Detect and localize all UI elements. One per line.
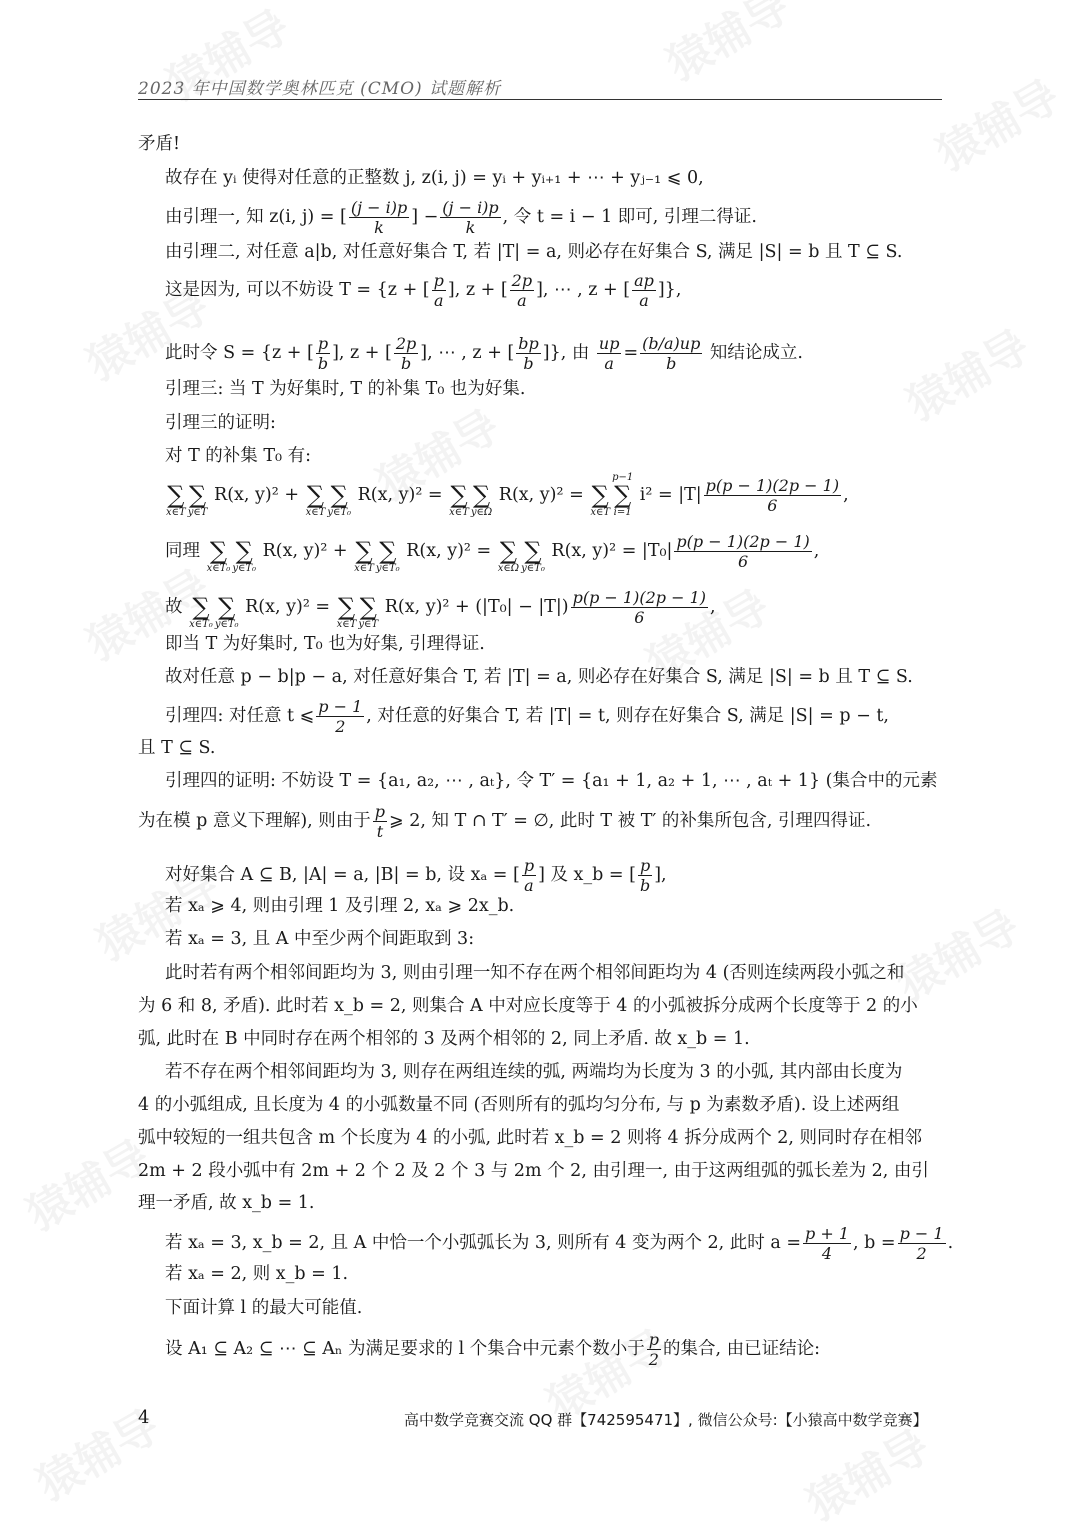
sum-index: y∈Ω: [470, 507, 493, 518]
denominator: a: [524, 876, 534, 895]
page-number: 4: [138, 1407, 150, 1428]
denominator: b: [523, 354, 534, 373]
text-line: 弧, 此时在 B 中同时存在两个相邻的 3 及两个相邻的 2, 同上矛盾. 故 x_b = 1.: [138, 1029, 750, 1049]
sum-symbol: p−1 ∑ i=1: [612, 472, 634, 518]
numerator: p + 1: [805, 1224, 849, 1243]
fraction: [510, 271, 534, 310]
sum-symbol: ∑ x∈T: [166, 481, 186, 518]
fraction: [432, 271, 446, 310]
sum-symbol: ∑ x∈T: [354, 537, 374, 574]
numerator: p: [639, 856, 651, 875]
fraction: [597, 334, 622, 373]
text-segment: ,: [843, 485, 849, 505]
fraction: [632, 271, 656, 310]
fraction: [647, 1330, 661, 1369]
sum-symbol: ∑ x∈T: [590, 481, 611, 518]
text-segment: , 对任意的好集合 T, 若 |T| = t, 则存在好集合 S, 满足 |S| = p − t,: [366, 706, 889, 726]
text-segment: R(x, y)² =: [406, 541, 492, 561]
sum-symbol: ∑ y∈T₀: [232, 537, 257, 574]
fraction: [522, 856, 536, 895]
sum-index: y∈T₀: [521, 563, 545, 574]
text-line: 故存在 yᵢ 使得对任意的正整数 j, z(i, j) = yᵢ + yᵢ₊₁ + ⋯ + yⱼ₋₁ ⩽ 0,: [165, 168, 704, 188]
watermark: [923, 61, 1069, 182]
denominator: b: [317, 354, 329, 373]
denominator: 6: [738, 552, 749, 571]
denominator: b: [400, 354, 412, 373]
watermark: [893, 311, 1039, 432]
text-segment: 设 A₁ ⊆ A₂ ⊆ ⋯ ⊆ Aₙ 为满足要求的 l 个集合中元素个数小于: [165, 1339, 645, 1359]
formula-line: [165, 697, 889, 736]
sum-index: y∈T₀: [232, 563, 257, 574]
numerator: up: [598, 334, 620, 353]
text-segment: 故: [165, 597, 183, 617]
text-line: 2m + 2 段小弧中有 2m + 2 个 2 及 2 个 3 与 2m 个 2, 由引理一, 由于这两组弧的弧长差为 2, 由引: [138, 1161, 929, 1181]
text-line: 理一矛盾, 故 x_b = 1.: [138, 1193, 315, 1213]
denominator: k: [465, 218, 476, 237]
text-segment: .: [947, 1233, 954, 1253]
numerator: p(p − 1)(2p − 1): [572, 588, 706, 607]
text-segment: =: [623, 343, 639, 363]
sum-symbol: ∑ x∈T₀: [206, 537, 231, 574]
sum-symbol: ∑ y∈T₀: [521, 537, 545, 574]
text-line: 下面计算 l 的最大可能值.: [165, 1298, 363, 1318]
text-line: 若 xₐ = 2, 则 x_b = 1.: [165, 1264, 349, 1284]
sum-index: y∈T₀: [375, 563, 400, 574]
sum-index: x∈T: [305, 507, 326, 518]
formula-line: [165, 271, 681, 310]
sum-symbol: ∑ y∈T₀: [214, 593, 239, 630]
fraction: [898, 1224, 946, 1263]
numerator: p: [433, 271, 444, 290]
numerator: 2p: [511, 271, 533, 290]
sum-symbol: ∑ y∈Ω: [470, 481, 493, 518]
text-segment: i² = |T|: [639, 485, 702, 505]
fraction: [440, 198, 500, 237]
text-line: 引理三的证明:: [165, 413, 276, 433]
text-segment: R(x, y)² =: [245, 597, 331, 617]
sum-symbol: ∑ x∈T: [336, 593, 357, 630]
text-line: 引理四的证明: 不妨设 T = {a₁, a₂, ⋯ , aₜ}, 令 T′ = {a₁ + 1, a₂ + 1, ⋯ , aₜ + 1} (集合中的元素: [165, 771, 938, 791]
text-line: 矛盾!: [138, 134, 181, 154]
sum-index: x∈T₀: [206, 563, 231, 574]
fraction: [638, 856, 652, 895]
sum-symbol: ∑ y∈T₀: [375, 537, 400, 574]
fraction: [316, 697, 364, 736]
sum-index: i=1: [613, 507, 632, 518]
footer-text: 高中数学竞赛交流 QQ 群【742595471】, 微信公众号:【小猿高中数学竞赛】: [404, 1411, 928, 1429]
text-line: 为 6 和 8, 矛盾). 此时若 x_b = 2, 则集合 A 中对应长度等于 4 的小弧被拆分成两个长度等于 2 的小: [138, 996, 918, 1016]
formula-line: [138, 802, 871, 841]
formula-line: [165, 1330, 820, 1369]
sum-symbol: ∑ y∈T₀: [327, 481, 352, 518]
denominator: b: [666, 354, 677, 373]
denominator: 2: [648, 1350, 659, 1369]
denominator: 2: [335, 717, 346, 736]
header-rule: [138, 99, 942, 100]
formula-line: [165, 856, 667, 895]
header-title: 2023 年中国数学奥林匹克 (CMO) 试题解析: [138, 79, 502, 99]
numerator: ap: [634, 271, 654, 290]
numerator: p: [374, 802, 386, 821]
sum-index: y∈T₀: [327, 507, 352, 518]
numerator: (j − i)p: [442, 198, 499, 217]
formula-line: [165, 472, 849, 519]
text-segment: R(x, y)² +: [262, 541, 348, 561]
text-line: 若 xₐ ⩾ 4, 则由引理 1 及引理 2, xₐ ⩾ 2x_b.: [165, 896, 515, 916]
watermark: [653, 0, 799, 93]
sum-symbol: ∑ x∈T₀: [189, 593, 213, 630]
text-segment: , b =: [853, 1233, 896, 1253]
sum-index: x∈Ω: [497, 563, 520, 574]
numerator: (b/a)up: [642, 334, 701, 353]
numerator: p: [648, 1330, 659, 1349]
text-segment: R(x, y)² =: [357, 485, 443, 505]
text-segment: R(x, y)² = |T₀|: [551, 541, 673, 561]
sum-index: x∈T: [449, 507, 469, 518]
fraction: [394, 334, 418, 373]
sum-index: x∈T₀: [189, 619, 213, 630]
text-segment: ], z + [: [447, 280, 508, 300]
fraction: [373, 802, 387, 841]
text-segment: , 令 t = i − 1 即可, 引理二得证.: [502, 207, 757, 227]
sum-symbol: ∑ x∈T: [449, 481, 469, 518]
denominator: 2: [916, 1244, 927, 1263]
text-segment: ]}, 由: [542, 343, 590, 363]
fraction: [640, 334, 702, 373]
text-segment: R(x, y)² + (|T₀| − |T|): [384, 597, 569, 617]
fraction: [316, 334, 330, 373]
text-segment: 同理: [165, 541, 200, 561]
numerator: p(p − 1)(2p − 1): [705, 476, 840, 495]
denominator: a: [604, 354, 614, 373]
text-line: 对 T 的补集 T₀ 有:: [165, 446, 312, 466]
sum-index: x∈T: [166, 507, 186, 518]
fraction: [674, 532, 811, 571]
denominator: t: [376, 822, 384, 841]
text-segment: 为在模 p 意义下理解), 则由于: [138, 811, 371, 831]
text-line: 故对任意 p − b|p − a, 对任意好集合 T, 若 |T| = a, 则必存在好集合 S, 满足 |S| = b 且 T ⊆ S.: [165, 667, 913, 687]
text-line: 弧中较短的一组共包含 m 个长度为 4 的小弧, 此时若 x_b = 2 则将 4 拆分成两个 2, 则同时存在相邻: [138, 1128, 923, 1148]
denominator: 6: [767, 496, 778, 515]
text-segment: 对好集合 A ⊆ B, |A| = a, |B| = b, 设 xₐ = [: [165, 865, 520, 885]
numerator: (j − i)p: [350, 198, 408, 217]
numerator: bp: [518, 334, 539, 353]
text-segment: R(x, y)² +: [214, 485, 299, 505]
sum-symbol: ∑ y∈T: [187, 481, 208, 518]
denominator: a: [433, 291, 444, 310]
text-segment: ], ⋯ , z + [: [536, 280, 631, 300]
sum-index: x∈T: [354, 563, 374, 574]
numerator: p(p − 1)(2p − 1): [676, 532, 810, 551]
text-segment: 的集合, 由已证结论:: [662, 1339, 821, 1359]
text-line: 引理三: 当 T 为好集时, T 的补集 T₀ 也为好集.: [165, 379, 526, 399]
sum-index: y∈T: [358, 619, 379, 630]
formula-line: [165, 528, 819, 575]
formula-line: [165, 334, 803, 373]
sum-index: x∈T: [590, 507, 611, 518]
denominator: k: [374, 218, 384, 237]
denominator: a: [639, 291, 649, 310]
numerator: p − 1: [318, 697, 363, 716]
text-segment: 若 xₐ = 3, x_b = 2, 且 A 中恰一个小弧弧长为 3, 则所有 4 变为两个 2, 此时 a =: [165, 1233, 801, 1253]
numerator: p: [317, 334, 329, 353]
text-segment: ]},: [657, 280, 682, 300]
denominator: 4: [821, 1244, 833, 1263]
denominator: 6: [634, 608, 645, 627]
sum-symbol: ∑ y∈T: [358, 593, 379, 630]
fraction: [516, 334, 540, 373]
sum-index: y∈T: [187, 507, 208, 518]
denominator: a: [517, 291, 527, 310]
text-segment: R(x, y)² =: [498, 485, 584, 505]
numerator: p − 1: [899, 1224, 944, 1243]
text-line: 且 T ⊆ S.: [138, 738, 216, 758]
text-line: 即当 T 为好集时, T₀ 也为好集, 引理得证.: [165, 634, 485, 654]
fraction: [571, 588, 708, 627]
text-segment: 这是因为, 可以不妨设 T = {z + [: [165, 280, 430, 300]
fraction: [704, 476, 841, 515]
text-segment: 知结论成立.: [709, 343, 803, 363]
text-segment: ⩾ 2, 知 T ∩ T′ = ∅, 此时 T 被 T′ 的补集所包含, 引理四得证.: [389, 811, 872, 831]
text-segment: ], z + [: [332, 343, 392, 363]
denominator: b: [639, 876, 651, 895]
text-segment: ] 及 x_b = [: [538, 865, 636, 885]
fraction: [349, 198, 409, 237]
sum-symbol: ∑ x∈T: [305, 481, 326, 518]
text-line: 由引理二, 对任意 a|b, 对任意好集合 T, 若 |T| = a, 则必存在好集合 S, 满足 |S| = b 且 T ⊆ S.: [165, 242, 903, 262]
text-segment: 由引理一, 知 z(i, j) = [: [165, 207, 347, 227]
text-segment: ], ⋯ , z + [: [420, 343, 515, 363]
numerator: p: [523, 856, 535, 875]
numerator: 2p: [395, 334, 417, 353]
formula-line: [165, 584, 716, 631]
text-line: 若 xₐ = 3, 且 A 中至少两个间距取到 3:: [165, 929, 475, 949]
text-segment: 此时令 S = {z + [: [165, 343, 314, 363]
sum-index: x∈T: [336, 619, 357, 630]
formula-line: [165, 1224, 953, 1263]
text-line: 4 的小弧组成, 且长度为 4 的小弧数量不同 (否则所有的弧均匀分布, 与 p 为素数矛盾). 设上述两组: [138, 1095, 900, 1115]
text-segment: 引理四: 对任意 t ⩽: [165, 706, 315, 726]
text-segment: ] −: [411, 207, 439, 227]
sum-index: y∈T₀: [214, 619, 239, 630]
formula-line: [165, 198, 757, 237]
sum-symbol: ∑ x∈Ω: [497, 537, 520, 574]
text-segment: ,: [813, 541, 820, 561]
text-segment: ],: [654, 865, 667, 885]
sum-upper: p−1: [612, 472, 634, 483]
text-line: 此时若有两个相邻间距均为 3, 则由引理一知不存在两个相邻间距均为 4 (否则连续两段小弧之和: [165, 963, 905, 983]
text-line: 若不存在两个相邻间距均为 3, 则存在两组连续的弧, 两端均为长度为 3 的小弧, 其内部由长度为: [165, 1062, 903, 1082]
text-segment: ,: [710, 597, 716, 617]
fraction: [803, 1224, 851, 1263]
